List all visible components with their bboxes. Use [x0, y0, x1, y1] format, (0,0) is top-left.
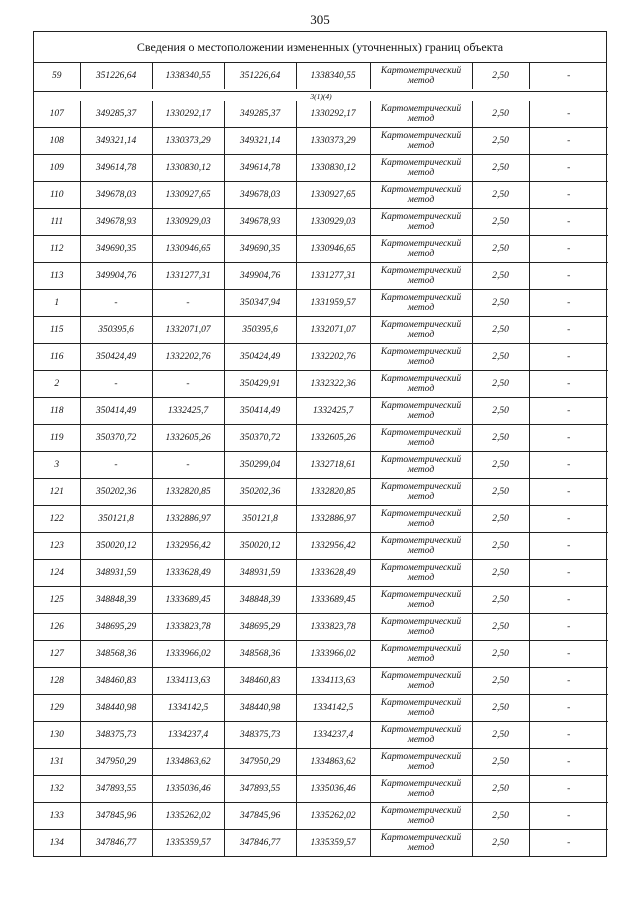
cell-description: - — [529, 776, 608, 803]
cell-x-new: 350020,12 — [224, 533, 296, 560]
cell-y-new: 1331959,57 — [296, 290, 370, 317]
cell-x-existing: 350395,6 — [80, 317, 152, 344]
cell-y-new: 1333628,49 — [296, 560, 370, 587]
cell-x-existing: - — [80, 371, 152, 398]
cell-point-number: 134 — [34, 830, 80, 857]
cell-accuracy: 2,50 — [472, 776, 529, 803]
cell-x-existing: 350121,8 — [80, 506, 152, 533]
cell-method: Картометрический метод — [370, 155, 472, 182]
cell-description: - — [529, 425, 608, 452]
cell-description: - — [529, 209, 608, 236]
cell-point-number: 3 — [34, 452, 80, 479]
cell-y-existing: 1335359,57 — [152, 830, 224, 857]
table-row — [34, 695, 608, 722]
cell-point-number: 119 — [34, 425, 80, 452]
cell-description: - — [529, 587, 608, 614]
cell-description: - — [529, 695, 608, 722]
cell-x-existing: 350202,36 — [80, 479, 152, 506]
table-row — [34, 560, 608, 587]
cell-y-existing: 1332202,76 — [152, 344, 224, 371]
cell-point-number: 128 — [34, 668, 80, 695]
cell-description: - — [529, 668, 608, 695]
cell-method: Картометрический метод — [370, 587, 472, 614]
cell-description: - — [529, 452, 608, 479]
cell-y-new: 1333689,45 — [296, 587, 370, 614]
cell-point-number: 121 — [34, 479, 80, 506]
cell-description: - — [529, 182, 608, 209]
cell-x-existing: - — [80, 290, 152, 317]
cell-y-existing: 1333628,49 — [152, 560, 224, 587]
cell-method: Картометрический метод — [370, 182, 472, 209]
cell-method: Картометрический метод — [370, 614, 472, 641]
cell-y-existing: 1333823,78 — [152, 614, 224, 641]
cell-x-new: 348848,39 — [224, 587, 296, 614]
cell-method: Картометрический метод — [370, 533, 472, 560]
cell-y-existing: 1332886,97 — [152, 506, 224, 533]
cell-x-existing: 347846,77 — [80, 830, 152, 857]
cell-x-existing: 348568,36 — [80, 641, 152, 668]
cell-point-number: 110 — [34, 182, 80, 209]
cell-x-existing: 349690,35 — [80, 236, 152, 263]
table-row — [34, 344, 608, 371]
table-row — [34, 803, 608, 830]
cell-y-existing: 1332425,7 — [152, 398, 224, 425]
table-row — [34, 63, 608, 89]
table-row — [34, 506, 608, 533]
cell-method: Картометрический метод — [370, 63, 472, 89]
table-row — [34, 290, 608, 317]
cell-y-existing: 1331277,31 — [152, 263, 224, 290]
cell-x-existing: 348460,83 — [80, 668, 152, 695]
cell-x-existing: 347893,55 — [80, 776, 152, 803]
cell-point-number: 107 — [34, 101, 80, 128]
cell-y-existing: 1332071,07 — [152, 317, 224, 344]
cell-y-new: 1330929,03 — [296, 209, 370, 236]
cell-y-existing: - — [152, 452, 224, 479]
cell-point-number: 59 — [34, 63, 80, 89]
cell-x-new: 350299,04 — [224, 452, 296, 479]
cell-point-number: 131 — [34, 749, 80, 776]
cell-y-new: 1330946,65 — [296, 236, 370, 263]
table-row — [34, 587, 608, 614]
cell-y-existing: 1330927,65 — [152, 182, 224, 209]
cell-y-existing: 1332956,42 — [152, 533, 224, 560]
cell-accuracy: 2,50 — [472, 668, 529, 695]
cell-y-existing: 1330929,03 — [152, 209, 224, 236]
cell-description: - — [529, 641, 608, 668]
cell-x-existing: 349321,14 — [80, 128, 152, 155]
cell-y-new: 1332202,76 — [296, 344, 370, 371]
cell-description: - — [529, 155, 608, 182]
cell-y-new: 1334863,62 — [296, 749, 370, 776]
cell-method: Картометрический метод — [370, 722, 472, 749]
cell-accuracy: 2,50 — [472, 290, 529, 317]
cell-x-new: 349678,93 — [224, 209, 296, 236]
cell-x-new: 349614,78 — [224, 155, 296, 182]
cell-y-new: 1338340,55 — [296, 63, 370, 89]
cell-accuracy: 2,50 — [472, 452, 529, 479]
table-row — [34, 830, 608, 857]
cell-x-new: 350202,36 — [224, 479, 296, 506]
cell-y-new: 1332956,42 — [296, 533, 370, 560]
cell-x-existing: 349678,93 — [80, 209, 152, 236]
cell-y-new: 1333966,02 — [296, 641, 370, 668]
cell-method: Картометрический метод — [370, 776, 472, 803]
cell-method: Картометрический метод — [370, 317, 472, 344]
cell-accuracy: 2,50 — [472, 587, 529, 614]
cell-x-new: 347845,96 — [224, 803, 296, 830]
cell-x-existing: 349285,37 — [80, 101, 152, 128]
cell-x-new: 350121,8 — [224, 506, 296, 533]
cell-point-number: 122 — [34, 506, 80, 533]
table-row — [34, 749, 608, 776]
table-row — [34, 722, 608, 749]
cell-accuracy: 2,50 — [472, 209, 529, 236]
cell-x-new: 350370,72 — [224, 425, 296, 452]
table-row — [34, 668, 608, 695]
sheet-title: Сведения о местоположении измененных (уточненных) границ объекта — [34, 32, 606, 63]
cell-method: Картометрический метод — [370, 506, 472, 533]
cell-x-existing: 347845,96 — [80, 803, 152, 830]
cell-x-existing: 348375,73 — [80, 722, 152, 749]
cell-y-existing: 1330373,29 — [152, 128, 224, 155]
cell-y-existing: 1330946,65 — [152, 236, 224, 263]
cell-description: - — [529, 803, 608, 830]
cell-x-existing: - — [80, 452, 152, 479]
cell-method: Картометрический метод — [370, 344, 472, 371]
cell-x-new: 351226,64 — [224, 63, 296, 89]
cell-x-new: 348440,98 — [224, 695, 296, 722]
cell-x-new: 348695,29 — [224, 614, 296, 641]
cell-y-existing: - — [152, 371, 224, 398]
cell-accuracy: 2,50 — [472, 63, 529, 89]
cell-accuracy: 2,50 — [472, 533, 529, 560]
cell-y-new: 1335262,02 — [296, 803, 370, 830]
cell-accuracy: 2,50 — [472, 614, 529, 641]
cell-x-new: 350395,6 — [224, 317, 296, 344]
cell-y-new: 1334113,63 — [296, 668, 370, 695]
table-body-top — [34, 63, 608, 89]
cell-y-new: 1335036,46 — [296, 776, 370, 803]
table-row — [34, 479, 608, 506]
cell-y-new: 1333823,78 — [296, 614, 370, 641]
cell-y-new: 1332886,97 — [296, 506, 370, 533]
cell-accuracy: 2,50 — [472, 371, 529, 398]
cell-method: Картометрический метод — [370, 425, 472, 452]
cell-accuracy: 2,50 — [472, 236, 529, 263]
coordinates-sheet — [33, 31, 607, 857]
cell-x-existing: 350020,12 — [80, 533, 152, 560]
cell-y-new: 1334237,4 — [296, 722, 370, 749]
table-row — [34, 317, 608, 344]
cell-point-number: 129 — [34, 695, 80, 722]
cell-accuracy: 2,50 — [472, 128, 529, 155]
cell-point-number: 115 — [34, 317, 80, 344]
cell-method: Картометрический метод — [370, 479, 472, 506]
cell-x-existing: 350424,49 — [80, 344, 152, 371]
cell-y-new: 1332322,36 — [296, 371, 370, 398]
table-row — [34, 533, 608, 560]
cell-point-number: 132 — [34, 776, 80, 803]
cell-y-new: 1330292,17 — [296, 101, 370, 128]
cell-x-new: 349690,35 — [224, 236, 296, 263]
table-row — [34, 425, 608, 452]
cell-description: - — [529, 533, 608, 560]
cell-accuracy: 2,50 — [472, 641, 529, 668]
cell-point-number: 118 — [34, 398, 80, 425]
cell-point-number: 111 — [34, 209, 80, 236]
cell-y-existing: 1332605,26 — [152, 425, 224, 452]
cell-y-existing: 1334237,4 — [152, 722, 224, 749]
cell-y-existing: 1334863,62 — [152, 749, 224, 776]
contour-header — [34, 89, 608, 101]
cell-accuracy: 2,50 — [472, 425, 529, 452]
cell-x-existing: 349904,76 — [80, 263, 152, 290]
cell-y-new: 1335359,57 — [296, 830, 370, 857]
cell-method: Картометрический метод — [370, 290, 472, 317]
table-row — [34, 452, 608, 479]
coordinates-table — [34, 63, 608, 856]
table-body-main — [34, 101, 608, 856]
cell-x-existing: 347950,29 — [80, 749, 152, 776]
cell-accuracy: 2,50 — [472, 803, 529, 830]
cell-description: - — [567, 838, 571, 848]
cell-y-new: 1330927,65 — [296, 182, 370, 209]
cell-y-existing: 1335262,02 — [152, 803, 224, 830]
cell-description: - — [529, 236, 608, 263]
cell-point-number: 125 — [34, 587, 80, 614]
cell-method: Картометрический метод — [370, 236, 472, 263]
cell-x-new: 350424,49 — [224, 344, 296, 371]
table-row — [34, 641, 608, 668]
cell-method: Картометрический метод — [370, 830, 472, 857]
cell-point-number: 2 — [34, 371, 80, 398]
table-row — [34, 128, 608, 155]
cell-y-existing: 1332820,85 — [152, 479, 224, 506]
cell-accuracy: 2,50 — [472, 398, 529, 425]
cell-point-number: 127 — [34, 641, 80, 668]
cell-method: Картометрический метод — [370, 128, 472, 155]
cell-y-new: 1332820,85 — [296, 479, 370, 506]
cell-x-new: 347846,77 — [224, 830, 296, 857]
cell-point-number: 130 — [34, 722, 80, 749]
cell-x-new: 348460,83 — [224, 668, 296, 695]
cell-method: Картометрический метод — [370, 371, 472, 398]
cell-method: Картометрический метод — [370, 452, 472, 479]
cell-description: - — [529, 101, 608, 128]
cell-point-number: 109 — [34, 155, 80, 182]
table-row — [34, 263, 608, 290]
cell-y-new: 1330373,29 — [296, 128, 370, 155]
cell-point-number: 133 — [34, 803, 80, 830]
cell-x-new: 349285,37 — [224, 101, 296, 128]
cell-y-new: 1331277,31 — [296, 263, 370, 290]
table-row — [34, 101, 608, 128]
cell-y-new: 1332071,07 — [296, 317, 370, 344]
cell-x-existing: 349614,78 — [80, 155, 152, 182]
cell-point-number: 124 — [34, 560, 80, 587]
cell-y-existing: 1334113,63 — [152, 668, 224, 695]
cell-description: - — [529, 479, 608, 506]
cell-y-existing: 1330292,17 — [152, 101, 224, 128]
cell-description: - — [529, 128, 608, 155]
cell-description: - — [529, 506, 608, 533]
cell-y-existing: 1335036,46 — [152, 776, 224, 803]
cell-method: Картометрический метод — [370, 641, 472, 668]
cell-description: - — [529, 371, 608, 398]
table-row — [34, 209, 608, 236]
cell-x-new: 348375,73 — [224, 722, 296, 749]
cell-accuracy: 2,50 — [472, 479, 529, 506]
cell-description: - — [529, 398, 608, 425]
table-row — [34, 776, 608, 803]
cell-point-number: 108 — [34, 128, 80, 155]
table-row — [34, 398, 608, 425]
contour-row — [34, 92, 608, 102]
cell-method: Картометрический метод — [370, 749, 472, 776]
cell-x-existing: 350370,72 — [80, 425, 152, 452]
cell-accuracy: 2,50 — [472, 722, 529, 749]
cell-y-existing: 1334142,5 — [152, 695, 224, 722]
cell-y-existing: 1333966,02 — [152, 641, 224, 668]
cell-description: - — [529, 614, 608, 641]
cell-method: Картометрический метод — [370, 803, 472, 830]
cell-y-new: 1332718,61 — [296, 452, 370, 479]
cell-method: Картометрический метод — [370, 695, 472, 722]
cell-accuracy: 2,50 — [472, 155, 529, 182]
cell-point-number: 1 — [34, 290, 80, 317]
cell-accuracy: 2,50 — [472, 695, 529, 722]
cell-description: - — [529, 344, 608, 371]
table-row — [34, 155, 608, 182]
cell-y-new: 1334142,5 — [296, 695, 370, 722]
table-row — [34, 371, 608, 398]
table-row — [34, 182, 608, 209]
cell-x-existing: 348931,59 — [80, 560, 152, 587]
cell-x-new: 347950,29 — [224, 749, 296, 776]
cell-point-number: 113 — [34, 263, 80, 290]
cell-x-existing: 348440,98 — [80, 695, 152, 722]
cell-x-existing: 351226,64 — [80, 63, 152, 89]
cell-y-new: 1332425,7 — [296, 398, 370, 425]
cell-method: Картометрический метод — [370, 398, 472, 425]
cell-description: - — [567, 71, 571, 81]
cell-x-new: 350414,49 — [224, 398, 296, 425]
cell-x-new: 349904,76 — [224, 263, 296, 290]
cell-description: - — [529, 317, 608, 344]
cell-point-number: 123 — [34, 533, 80, 560]
cell-y-new: 1332605,26 — [296, 425, 370, 452]
cell-accuracy: 2,50 — [472, 344, 529, 371]
table-row — [34, 614, 608, 641]
cell-method: Картометрический метод — [370, 560, 472, 587]
cell-description: - — [529, 560, 608, 587]
cell-point-number: 116 — [34, 344, 80, 371]
cell-x-new: 347893,55 — [224, 776, 296, 803]
cell-accuracy: 2,50 — [472, 263, 529, 290]
cell-method: Картометрический метод — [370, 668, 472, 695]
page-number: 305 — [310, 12, 330, 27]
cell-x-existing: 350414,49 — [80, 398, 152, 425]
cell-point-number: 112 — [34, 236, 80, 263]
cell-point-number: 126 — [34, 614, 80, 641]
cell-description: - — [529, 749, 608, 776]
contour-label: 3(1)(4) — [310, 92, 332, 101]
cell-accuracy: 2,50 — [472, 830, 529, 857]
cell-accuracy: 2,50 — [472, 749, 529, 776]
cell-x-existing: 348848,39 — [80, 587, 152, 614]
cell-y-existing: - — [152, 290, 224, 317]
cell-description: - — [529, 722, 608, 749]
cell-y-existing: 1338340,55 — [152, 63, 224, 89]
cell-y-existing: 1330830,12 — [152, 155, 224, 182]
cell-x-existing: 348695,29 — [80, 614, 152, 641]
cell-method: Картометрический метод — [370, 101, 472, 128]
table-row — [34, 236, 608, 263]
cell-x-new: 350347,94 — [224, 290, 296, 317]
cell-y-existing: 1333689,45 — [152, 587, 224, 614]
cell-accuracy: 2,50 — [472, 506, 529, 533]
cell-accuracy: 2,50 — [472, 182, 529, 209]
cell-method: Картометрический метод — [370, 209, 472, 236]
cell-accuracy: 2,50 — [472, 317, 529, 344]
cell-description: - — [529, 263, 608, 290]
cell-accuracy: 2,50 — [472, 560, 529, 587]
cell-x-existing: 349678,03 — [80, 182, 152, 209]
cell-x-new: 349321,14 — [224, 128, 296, 155]
cell-x-new: 348931,59 — [224, 560, 296, 587]
cell-accuracy: 2,50 — [472, 101, 529, 128]
cell-method: Картометрический метод — [370, 263, 472, 290]
cell-x-new: 348568,36 — [224, 641, 296, 668]
cell-x-new: 350429,91 — [224, 371, 296, 398]
cell-y-new: 1330830,12 — [296, 155, 370, 182]
cell-description: - — [529, 290, 608, 317]
cell-x-new: 349678,03 — [224, 182, 296, 209]
